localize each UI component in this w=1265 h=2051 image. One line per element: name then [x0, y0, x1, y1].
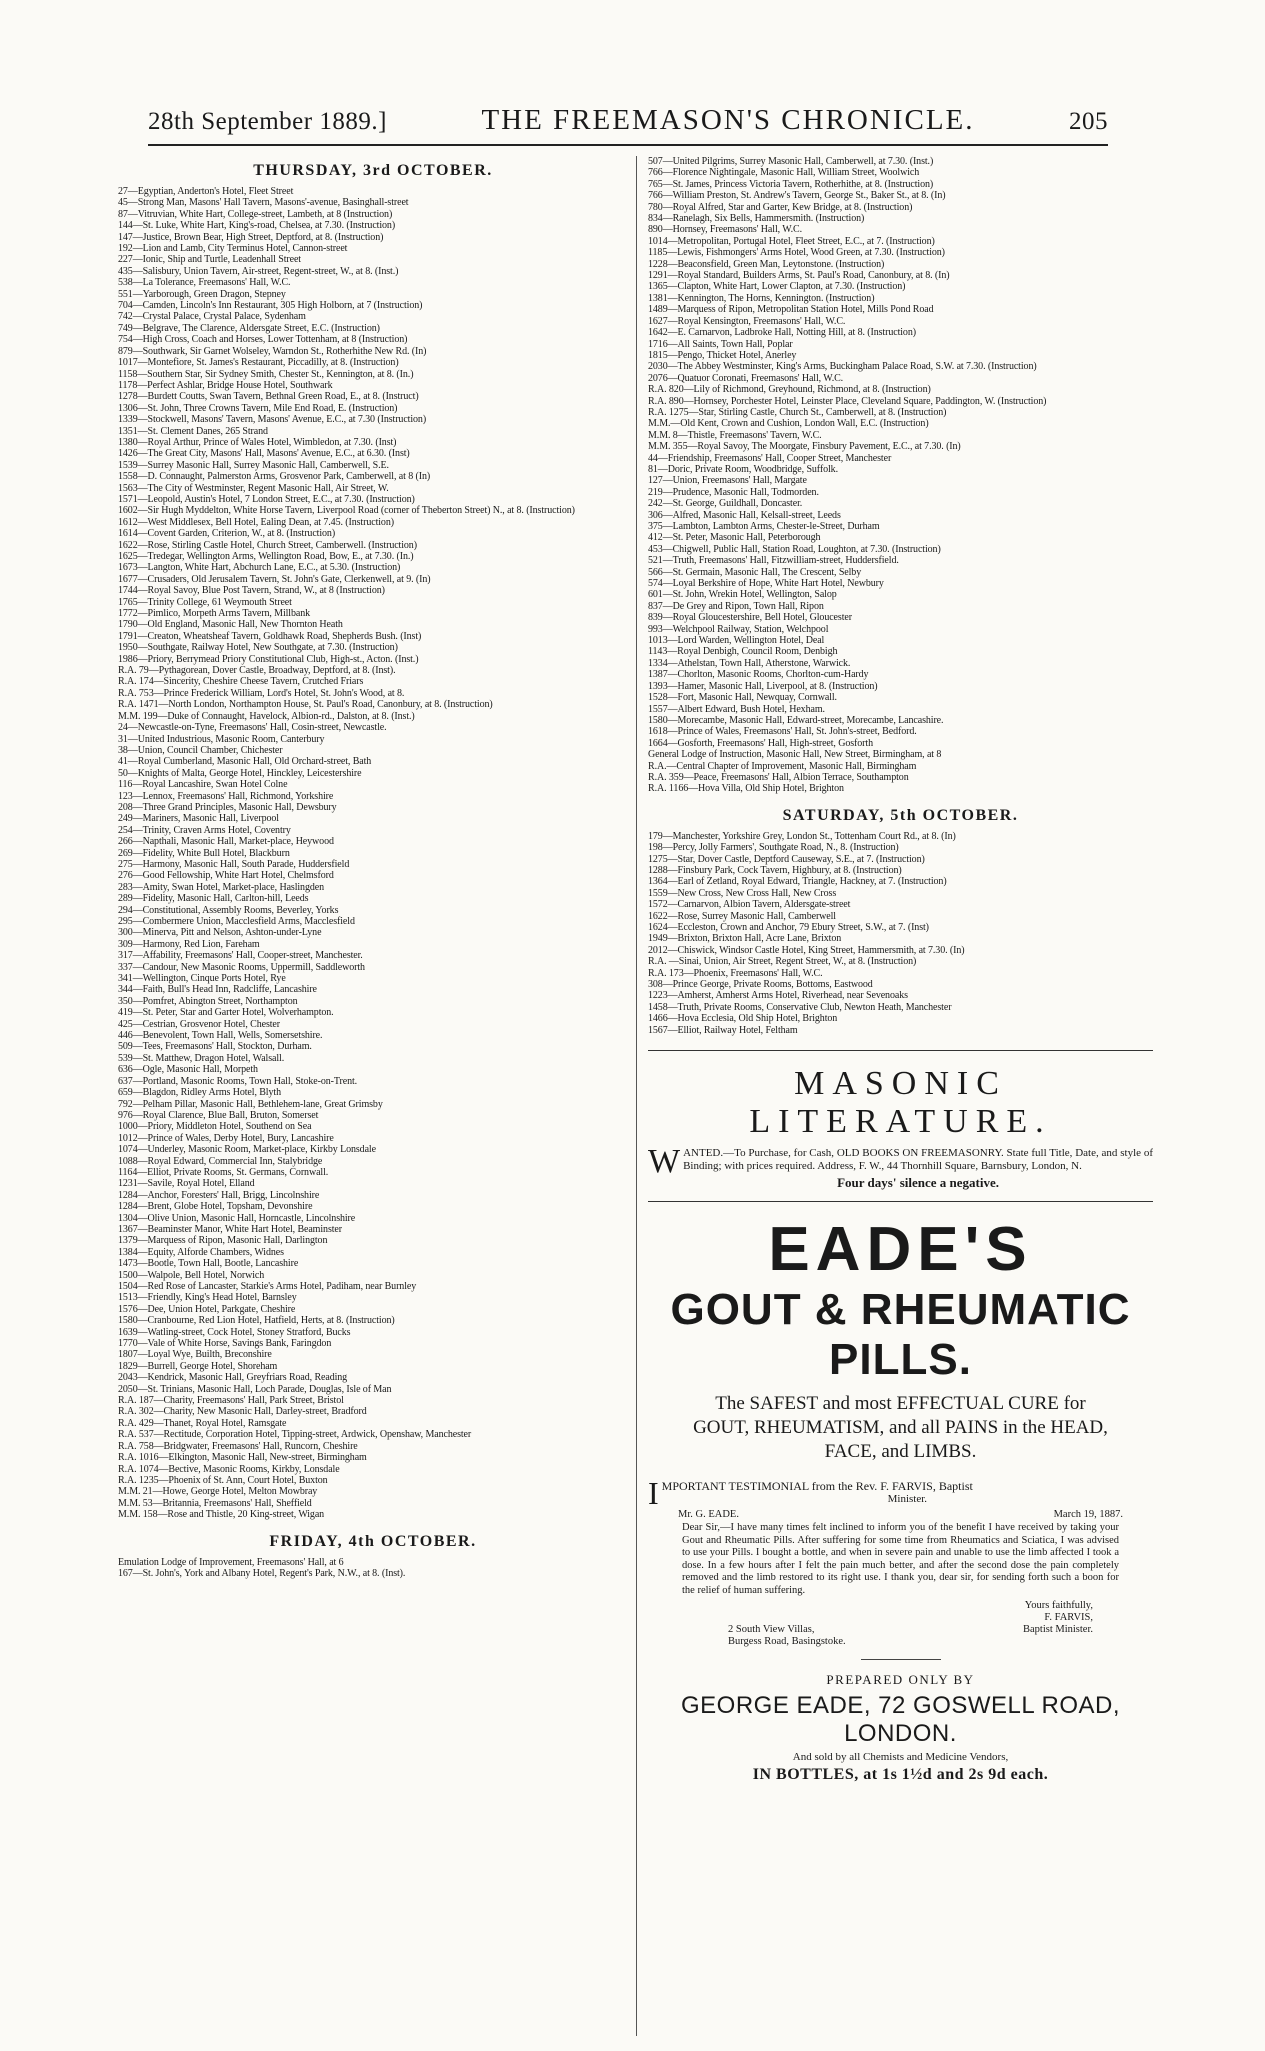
- section-rule: [648, 1050, 1153, 1051]
- lodge-entry: 742—Crystal Palace, Crystal Palace, Sydenham: [118, 311, 306, 323]
- lodge-entry: 1426—The Great City, Masons' Hall, Masons' Avenue, E.C., at 6.30. (Inst): [118, 448, 410, 460]
- lodge-entry: 1275—Star, Dover Castle, Deptford Causeway, S.E., at 7. (Instruction): [648, 853, 925, 865]
- lodge-entry: 317—Affability, Freemasons' Hall, Cooper-street, Manchester.: [118, 950, 363, 962]
- lodge-entry: 551—Yarborough, Green Dragon, Stepney: [118, 288, 286, 300]
- lodge-entry: 754—High Cross, Coach and Horses, Lower Tottenham, at 8 (Instruction): [118, 334, 408, 346]
- lodge-entry: 38—Union, Council Chamber, Chichester: [118, 744, 283, 756]
- lodge-entry: 879—Southwark, Sir Garnet Wolseley, Warndon St., Rotherhithe New Rd. (In): [118, 345, 427, 357]
- literature-drop-cap: W: [648, 1143, 681, 1181]
- lodge-entry: 1557—Albert Edward, Bush Hotel, Hexham.: [648, 703, 825, 715]
- lodge-entry: 295—Combermere Union, Macclesfield Arms, Macclesfield: [118, 916, 355, 927]
- lodge-entry: 198—Percy, Jolly Farmers', Southgate Road, N., 8. (Instruction): [648, 842, 899, 854]
- lodge-entry: 539—St. Matthew, Dragon Hotel, Walsall.: [118, 1052, 285, 1064]
- lodge-entry: 1284—Brent, Globe Hotel, Topsham, Devonshire: [118, 1201, 313, 1213]
- lodge-entry: R.A. 79—Pythagorean, Dover Castle, Broadway, Deptford, at 8. (Inst).: [118, 665, 396, 677]
- lodge-entry: 116—Royal Lancashire, Swan Hotel Colne: [118, 779, 288, 791]
- lodge-entry: 1379—Marquess of Ripon, Masonic Hall, Darlington: [118, 1235, 328, 1247]
- lodge-entry: 1716—All Saints, Town Hall, Poplar: [648, 338, 793, 350]
- lodge-entry: 127—Union, Freemasons' Hall, Margate: [648, 475, 807, 487]
- lodge-entry: 300—Minerva, Pitt and Nelson, Ashton-under-Lyne: [118, 927, 322, 939]
- lodge-entry: M.M. 158—Rose and Thistle, 20 King-street, Wigan: [118, 1509, 325, 1521]
- lodge-entry: 50—Knights of Malta, George Hotel, Hinckley, Leicestershire: [118, 767, 362, 779]
- lodge-entry: 1504—Red Rose of Lancaster, Starkie's Arms Hotel, Padiham, near Burnley: [118, 1281, 417, 1292]
- lodge-entry: 1185—Lewis, Fishmongers' Arms Hotel, Wood Green, at 7.30. (Instruction): [648, 247, 945, 259]
- lodge-entry: 659—Blagdon, Ridley Arms Hotel, Blyth: [118, 1087, 281, 1099]
- left-column: [118, 156, 628, 2046]
- lodge-entry: 337—Candour, New Masonic Rooms, Uppermill, Saddleworth: [118, 961, 365, 973]
- lodge-entry: 1012—Prince of Wales, Derby Hotel, Bury, Lancashire: [118, 1132, 334, 1144]
- lodge-entry: 1614—Covent Garden, Criterion, W., at 8. (Instruction): [118, 528, 336, 540]
- lodge-entry: 1017—Montefiore, St. James's Restaurant, Piccadilly, at 8. (Instruction): [118, 357, 399, 369]
- lodge-entry: 1178—Perfect Ashlar, Bridge House Hotel, Southwark: [118, 379, 333, 391]
- lodge-entry: 309—Harmony, Red Lion, Fareham: [118, 938, 260, 950]
- lodge-entry: 1231—Savile, Royal Hotel, Elland: [118, 1178, 255, 1190]
- lodge-entry: 147—Justice, Brown Bear, High Street, Deptford, at 8. (Instruction): [118, 231, 384, 243]
- lodge-entry: 1986—Priory, Berrymead Priory Constitutional Club, High-st., Acton. (Inst.): [118, 653, 419, 665]
- lodge-entry: 1458—Truth, Private Rooms, Conservative Club, Newton Heath, Manchester: [648, 1001, 952, 1013]
- lodge-entry: 1164—Elliot, Private Rooms, St. Germans, Cornwall.: [118, 1166, 329, 1178]
- lodge-entry: M.M. 199—Duke of Connaught, Havelock, Albion-rd., Dalston, at 8. (Inst.): [118, 710, 415, 722]
- lodge-entry: 425—Cestrian, Grosvenor Hotel, Chester: [118, 1018, 281, 1030]
- lodge-entry: 350—Pomfret, Abington Street, Northampton: [118, 995, 298, 1007]
- lodge-entry: 308—Prince George, Private Rooms, Bottoms, Eastwood: [648, 979, 873, 991]
- lodge-entry: 41—Royal Cumberland, Masonic Hall, Old Orchard-street, Bath: [118, 756, 372, 768]
- lodge-entry: 766—Florence Nightingale, Masonic Hall, William Street, Woolwich: [648, 167, 920, 179]
- lodge-entry: General Lodge of Instruction, Masonic Hall, New Street, Birmingham, at 8: [648, 749, 942, 761]
- lodge-entry: 1791—Creaton, Wheatsheaf Tavern, Goldhawk Road, Shepherds Bush. (Inst): [118, 630, 422, 642]
- literature-tagline: Four days' silence a negative.: [837, 1175, 999, 1191]
- friday-heading: FRIDAY, 4th OCTOBER.: [269, 1532, 477, 1550]
- lodge-entry: 242—St. George, Guildhall, Doncaster.: [648, 498, 803, 510]
- lodge-entry: 1772—Pimlico, Morpeth Arms Tavern, Millbank: [118, 608, 311, 620]
- lodge-entry: 1339—Stockwell, Masons' Tavern, Masons' Avenue, E.C., at 7.30 (Instruction): [118, 414, 427, 426]
- friday-lodge-list-left: [118, 1557, 628, 1580]
- lodge-entry: 601—St. John, Wrekin Hotel, Wellington, Salop: [648, 589, 837, 601]
- lodge-entry: R.A. 1235—Phoenix of St. Ann, Court Hotel, Buxton: [118, 1474, 328, 1486]
- lodge-entry: 44—Friendship, Freemasons' Hall, Cooper Street, Manchester: [648, 452, 892, 464]
- lodge-entry: 1304—Olive Union, Masonic Hall, Horncastle, Lincolnshire: [118, 1212, 356, 1224]
- lodge-entry: R.A. 1275—Star, Stirling Castle, Church St., Camberwell, at 8. (Instruction): [648, 406, 947, 418]
- thursday-heading: THURSDAY, 3rd OCTOBER.: [253, 162, 493, 179]
- lodge-entry: 1334—Athelstan, Town Hall, Atherstone, Warwick.: [648, 657, 851, 669]
- lodge-entry: R.A. 187—Charity, Freemasons' Hall, Park Street, Bristol: [118, 1395, 344, 1407]
- page-header: [148, 104, 1108, 146]
- lodge-entry: Emulation Lodge of Improvement, Freemasons' Hall, at 6: [118, 1556, 344, 1568]
- lodge-entry: 1612—West Middlesex, Bell Hotel, Ealing Dean, at 7.45. (Instruction): [118, 516, 394, 528]
- lodge-entry: 507—United Pilgrims, Surrey Masonic Hall, Camberwell, at 7.30. (Inst.): [648, 156, 934, 167]
- lodge-entry: 574—Loyal Berkshire of Hope, White Hart Hotel, Newbury: [648, 578, 884, 590]
- maker-address: GEORGE EADE, 72 GOSWELL ROAD, LONDON.: [680, 1691, 1121, 1747]
- lodge-entry: 1013—Lord Warden, Wellington Hotel, Deal: [648, 635, 825, 647]
- lodge-entry: 45—Strong Man, Masons' Hall Tavern, Masons'-avenue, Basinghall-street: [118, 197, 409, 209]
- lodge-entry: 87—Vitruvian, White Hart, College-street, Lambeth, at 8 (Instruction): [118, 208, 393, 220]
- lodge-entry: 1500—Walpole, Bell Hotel, Norwich: [118, 1269, 265, 1281]
- lodge-entry: 1677—Crusaders, Old Jerusalem Tavern, St. John's Gate, Clerkenwell, at 9. (In): [118, 573, 431, 585]
- lodge-entry: 1580—Cranbourne, Red Lion Hotel, Hatfield, Herts, at 8. (Instruction): [118, 1315, 395, 1327]
- lodge-entry: 412—St. Peter, Masonic Hall, Peterborough: [648, 532, 821, 544]
- letter-body: Dear Sir,—I have many times felt inclined to inform you of the benefit I have received by taking your Gout and Rheumatic Pills. After suffering for some time from Rheumatics and Sciatica, I was advised to use your Pills. I bought a bottle, and when in severe pain and unable to use the limb affected I took a dose. In a few hours after I felt the pain much better, and after the second dose the pain completely removed and the limb restored to its right use. I thank you, dear sir, for sending forth such a boon for the relief of human suffering.: [682, 1522, 1119, 1597]
- lodge-entry: 1158—Southern Star, Sir Sydney Smith, Chester St., Kennington, at 8. (In.): [118, 368, 414, 380]
- lodge-entry: 123—Lennox, Freemasons' Hall, Richmond, Yorkshire: [118, 790, 334, 802]
- lodge-entry: 1765—Trinity College, 61 Weymouth Street: [118, 596, 292, 608]
- lodge-entry: R.A. 758—Bridgwater, Freemasons' Hall, Runcorn, Cheshire: [118, 1440, 358, 1452]
- lodge-entry: 1639—Watling-street, Cock Hotel, Stoney Stratford, Bucks: [118, 1326, 351, 1338]
- lodge-entry: 749—Belgrave, The Clarence, Aldersgate Street, E.C. (Instruction): [118, 322, 380, 334]
- lodge-entry: 453—Chigwell, Public Hall, Station Road, Loughton, at 7.30. (Instruction): [648, 543, 941, 555]
- lodge-entry: R.A. 1016—Elkington, Masonic Hall, New-street, Birmingham: [118, 1452, 367, 1464]
- saturday-lodge-list: [648, 831, 1153, 1036]
- letter-address-2: Burgess Road, Basingstoke.: [728, 1635, 846, 1647]
- bottle-prices: IN BOTTLES, at 1s 1½d and 2s 9d each.: [752, 1765, 1049, 1783]
- lodge-entry: 144—St. Luke, White Hart, King's-road, Chelsea, at 7.30. (Instruction): [118, 220, 396, 232]
- lodge-entry: M.M.—Old Kent, Crown and Cushion, London Wall, E.C. (Instruction): [648, 418, 929, 430]
- lodge-entry: 1228—Beaconsfield, Green Man, Leytonstone. (Instruction): [648, 258, 885, 270]
- lodge-entry: 766—William Preston, St. Andrew's Tavern, George St., Baker St., at 8. (In): [648, 190, 946, 202]
- short-rule: [861, 1659, 941, 1660]
- lodge-entry: 2050—St. Trinians, Masonic Hall, Loch Parade, Douglas, Isle of Man: [118, 1383, 392, 1395]
- lodge-entry: 419—St. Peter, Star and Garter Hotel, Wolverhampton.: [118, 1007, 334, 1019]
- letter-salutation: Mr. G. EADE.: [678, 1509, 739, 1521]
- lodge-entry: 249—Mariners, Masonic Hall, Liverpool: [118, 813, 279, 825]
- lodge-entry: 1365—Clapton, White Hart, Lower Clapton, at 7.30. (Instruction): [648, 281, 906, 293]
- right-column: [648, 156, 1153, 2046]
- lodge-entry: R.A. 173—Phoenix, Freemasons' Hall, W.C.: [648, 967, 823, 979]
- lodge-entry: 993—Welchpool Railway, Station, Welchpool: [648, 623, 829, 635]
- lodge-entry: 1291—Royal Standard, Builders Arms, St. Paul's Road, Canonbury, at 8. (In): [648, 270, 950, 282]
- thursday-lodge-list: [118, 186, 628, 1521]
- lodge-entry: 1815—Pengo, Thicket Hotel, Anerley: [648, 349, 797, 361]
- advert-line-3: FACE, and LIMBS.: [824, 1441, 977, 1463]
- letter-address-row: [648, 1624, 1153, 1635]
- lodge-entry: 1351—St. Clement Danes, 265 Strand: [118, 425, 268, 437]
- lodge-entry: 306—Alfred, Masonic Hall, Kelsall-street, Leeds: [648, 509, 841, 521]
- lodge-entry: 1278—Burdett Coutts, Swan Tavern, Bethnal Green Road, E., at 8. (Instruct): [118, 391, 419, 403]
- lodge-entry: 1559—New Cross, New Cross Hall, New Cross: [648, 887, 837, 899]
- lodge-entry: R.A. 537—Rectitude, Corporation Hotel, Tipping-street, Ardwick, Openshaw, Manchester: [118, 1429, 472, 1441]
- lodge-entry: 976—Royal Clarence, Blue Ball, Bruton, Somerset: [118, 1109, 319, 1121]
- header-page-number: 205: [1069, 108, 1108, 135]
- lodge-entry: 1770—Vale of White Horse, Savings Bank, Faringdon: [118, 1338, 332, 1350]
- lodge-entry: 179—Manchester, Yorkshire Grey, London St., Tottenham Court Rd., at 8. (In): [648, 830, 956, 842]
- lodge-entry: 1143—Royal Denbigh, Council Room, Denbigh: [648, 646, 838, 658]
- lodge-entry: 637—Portland, Masonic Rooms, Town Hall, Stoke-on-Trent.: [118, 1075, 358, 1087]
- lodge-entry: 1790—Old England, Masonic Hall, New Thornton Heath: [118, 619, 343, 631]
- lodge-entry: 834—Ranelagh, Six Bells, Hammersmith. (Instruction): [648, 213, 865, 225]
- lodge-entry: R.A. 1471—North London, Northampton House, St. Paul's Road, Canonbury, at 8. (Instruction): [118, 699, 493, 711]
- lodge-entry: 1074—Underley, Masonic Room, Market-place, Kirkby Lonsdale: [118, 1144, 376, 1156]
- lodge-entry: 283—Amity, Swan Hotel, Market-place, Haslingden: [118, 881, 324, 893]
- lodge-entry: 1473—Bootle, Town Hall, Bootle, Lancashire: [118, 1258, 299, 1270]
- lodge-entry: 2030—The Abbey Westminster, King's Arms, Buckingham Palace Road, S.W. at 7.30. (Instruction): [648, 361, 1037, 373]
- lodge-entry: 27—Egyptian, Anderton's Hotel, Fleet Street: [118, 186, 294, 197]
- lodge-entry: 1563—The City of Westminster, Regent Masonic Hall, Air Street, W.: [118, 482, 389, 494]
- advert-brand: EADE'S: [768, 1215, 1033, 1285]
- lodge-entry: 704—Camden, Lincoln's Inn Restaurant, 305 High Holborn, at 7 (Instruction): [118, 300, 423, 312]
- lodge-entry: 1949—Brixton, Brixton Hall, Acre Lane, Brixton: [648, 933, 842, 945]
- lodge-entry: 208—Three Grand Principles, Masonic Hall, Dewsbury: [118, 801, 337, 813]
- lodge-entry: R.A. 302—Charity, New Masonic Hall, Darley-street, Bradford: [118, 1406, 367, 1418]
- letter-address-1: 2 South View Villas,: [728, 1623, 815, 1635]
- lodge-entry: 1622—Rose, Stirling Castle Hotel, Church Street, Camberwell. (Instruction): [118, 539, 417, 551]
- lodge-entry: 1466—Hova Ecclesia, Old Ship Hotel, Brighton: [648, 1013, 838, 1025]
- lodge-entry: 1618—Prince of Wales, Freemasons' Hall, St. John's-street, Bedford.: [648, 726, 917, 738]
- lodge-entry: 1829—Burrell, George Hotel, Shoreham: [118, 1360, 278, 1372]
- lodge-entry: 509—Tees, Freemasons' Hall, Stockton, Durham.: [118, 1041, 312, 1053]
- advert-line-1: The SAFEST and most EFFECTUAL CURE for: [715, 1393, 1086, 1415]
- lodge-entry: 1000—Priory, Middleton Hotel, Southend on Sea: [118, 1121, 312, 1133]
- lodge-entry: 227—Ionic, Ship and Turtle, Leadenhall Street: [118, 254, 301, 266]
- lodge-entry: 276—Good Fellowship, White Hart Hotel, Chelmsford: [118, 870, 334, 882]
- lodge-entry: M.M. 53—Britannia, Freemasons' Hall, Sheffield: [118, 1497, 312, 1509]
- column-divider: [636, 156, 637, 2036]
- lodge-entry: 375—Lambton, Lambton Arms, Chester-le-Street, Durham: [648, 521, 880, 532]
- lodge-entry: 1088—Royal Edward, Commercial Inn, Stalybridge: [118, 1155, 323, 1167]
- lodge-entry: 435—Salisbury, Union Tavern, Air-street, Regent-street, W., at 8. (Inst.): [118, 265, 399, 277]
- lodge-entry: 1384—Equity, Alforde Chambers, Widnes: [118, 1246, 284, 1258]
- lodge-entry: 192—Lion and Lamb, City Terminus Hotel, Cannon-street: [118, 243, 348, 255]
- letter-closing: Yours faithfully,: [1024, 1599, 1093, 1611]
- lodge-entry: 1284—Anchor, Foresters' Hall, Brigg, Lincolnshire: [118, 1189, 320, 1201]
- literature-title: MASONIC LITERATURE.: [749, 1065, 1052, 1141]
- lodge-entry: 1381—Kennington, The Horns, Kennington. (Instruction): [648, 292, 875, 304]
- lodge-entry: 1539—Surrey Masonic Hall, Surrey Masonic Hall, Camberwell, S.E.: [118, 459, 389, 471]
- lodge-entry: M.M. 21—Howe, George Hotel, Melton Mowbray: [118, 1486, 318, 1498]
- sold-by: And sold by all Chemists and Medicine Vendors,: [792, 1750, 1009, 1763]
- lodge-entry: 1489—Marquess of Ripon, Metropolitan Station Hotel, Mills Pond Road: [648, 304, 934, 316]
- lodge-entry: R.A. 429—Thanet, Royal Hotel, Ramsgate: [118, 1417, 287, 1429]
- lodge-entry: R.A. 890—Hornsey, Porchester Hotel, Leinster Place, Cleveland Square, Paddington, W. (Instruction): [648, 395, 1047, 407]
- lodge-entry: 294—Constitutional, Assembly Rooms, Beverley, Yorks: [118, 904, 339, 916]
- lodge-entry: 81—Doric, Private Room, Woodbridge, Suffolk.: [648, 463, 838, 475]
- header-title: THE FREEMASON'S CHRONICLE.: [481, 104, 975, 136]
- lodge-entry: 167—St. John's, York and Albany Hotel, Regent's Park, N.W., at 8. (Inst).: [118, 1567, 406, 1579]
- lodge-entry: R.A. 1074—Bective, Masonic Rooms, Kirkby, Lonsdale: [118, 1463, 340, 1475]
- lodge-entry: 765—St. James, Princess Victoria Tavern, Rotherhithe, at 8. (Instruction): [648, 178, 934, 190]
- friday-lodge-list-right: [648, 156, 1153, 795]
- lodge-entry: 31—United Industrious, Masonic Room, Canterbury: [118, 733, 325, 745]
- lodge-entry: 2043—Kendrick, Masonic Hall, Greyfriars Road, Reading: [118, 1372, 348, 1384]
- lodge-entry: 839—Royal Gloucestershire, Bell Hotel, Gloucester: [648, 612, 852, 624]
- lodge-entry: 521—Truth, Freemasons' Hall, Fitzwilliam-street, Huddersfield.: [648, 555, 899, 567]
- lodge-entry: 1950—Southgate, Railway Hotel, New Southgate, at 7.30. (Instruction): [118, 642, 398, 654]
- lodge-entry: R.A.—Central Chapter of Improvement, Masonic Hall, Birmingham: [648, 760, 917, 772]
- lodge-entry: 1567—Elliot, Railway Hotel, Feltham: [648, 1024, 798, 1036]
- advert-rule: [648, 1201, 1153, 1202]
- lodge-entry: 1014—Metropolitan, Portugal Hotel, Fleet Street, E.C., at 7. (Instruction): [648, 235, 935, 247]
- lodge-entry: 1627—Royal Kensington, Freemasons' Hall, W.C.: [648, 315, 846, 327]
- lodge-entry: 24—Newcastle-on-Tyne, Freemasons' Hall, Cosin-street, Newcastle.: [118, 722, 387, 734]
- lodge-entry: R.A. —Sinai, Union, Air Street, Regent Street, W., at 8. (Instruction): [648, 956, 917, 968]
- lodge-entry: 1364—Earl of Zetland, Royal Edward, Triangle, Hackney, at 7. (Instruction): [648, 876, 947, 888]
- lodge-entry: 1223—Amherst, Amherst Arms Hotel, Riverhead, near Sevenoaks: [648, 990, 908, 1002]
- lodge-entry: 1744—Royal Savoy, Blue Post Tavern, Strand, W., at 8 (Instruction): [118, 585, 385, 597]
- lodge-entry: 1387—Chorlton, Masonic Rooms, Chorlton-cum-Hardy: [648, 669, 869, 681]
- header-date: 28th September 1889.]: [148, 108, 387, 135]
- letter-signature: F. FARVIS,: [1044, 1611, 1093, 1623]
- testimonial-drop-cap: I: [648, 1475, 659, 1512]
- lodge-entry: 1393—Hamer, Masonic Hall, Liverpool, at 8. (Instruction): [648, 680, 878, 692]
- letter-signature-role: Baptist Minister.: [1022, 1623, 1093, 1635]
- lodge-entry: 2076—Quatuor Coronati, Freemasons' Hall, W.C.: [648, 372, 844, 384]
- testimonial-role: Minister.: [887, 1493, 928, 1506]
- lodge-entry: 446—Benevolent, Town Hall, Wells, Somersetshire.: [118, 1030, 323, 1042]
- lodge-entry: R.A. 1166—Hova Villa, Old Ship Hotel, Brighton: [648, 783, 844, 795]
- lodge-entry: 566—St. Germain, Masonic Hall, The Crescent, Selby: [648, 566, 862, 578]
- lodge-entry: 1288—Finsbury Park, Cock Tavern, Highbury, at 8. (Instruction): [648, 864, 902, 876]
- lodge-entry: 344—Faith, Bull's Head Inn, Radcliffe, Lancashire: [118, 984, 317, 996]
- lodge-entry: 1528—Fort, Masonic Hall, Newquay, Cornwall.: [648, 692, 837, 704]
- lodge-entry: 1576—Dee, Union Hotel, Parkgate, Cheshire: [118, 1303, 296, 1315]
- lodge-entry: R.A. 174—Sincerity, Cheshire Cheese Tavern, Crutched Friars: [118, 676, 364, 688]
- lodge-entry: 269—Fidelity, White Bull Hotel, Blackburn: [118, 847, 290, 859]
- saturday-heading: SATURDAY, 5th OCTOBER.: [782, 806, 1019, 824]
- letter-date: March 19, 1887.: [1053, 1509, 1123, 1521]
- lodge-entry: 538—La Tolerance, Freemasons' Hall, W.C.: [118, 277, 291, 289]
- prepared-by: PREPARED ONLY BY: [826, 1671, 975, 1687]
- literature-body: ANTED.—To Purchase, for Cash, OLD BOOKS ON FREEMASONRY. State full Title, Date, and style of Binding; with prices required. Address, F. W., 44 Thornhill Square, Barnsbury, London, N.: [683, 1147, 1153, 1173]
- lodge-entry: 1624—Eccleston, Crown and Anchor, 79 Ebury Street, S.W., at 7. (Inst): [648, 922, 929, 933]
- lodge-entry: 1625—Tredegar, Wellington Arms, Wellington Road, Bow, E., at 7.30. (In.): [118, 551, 414, 562]
- lodge-entry: 1807—Loyal Wye, Builth, Breconshire: [118, 1349, 272, 1361]
- lodge-entry: 2012—Chiswick, Windsor Castle Hotel, King Street, Hammersmith, at 7.30. (In): [648, 944, 965, 956]
- testimonial-intro-text: MPORTANT TESTIMONIAL from the Rev. F. FARVIS, Baptist: [661, 1479, 973, 1494]
- lodge-entry: 1622—Rose, Surrey Masonic Hall, Camberwell: [648, 910, 836, 922]
- lodge-entry: 890—Hornsey, Freemasons' Hall, W.C.: [648, 224, 803, 236]
- lodge-entry: 1642—E. Carnarvon, Ladbroke Hall, Notting Hill, at 8. (Instruction): [648, 327, 916, 339]
- lodge-entry: 1367—Beaminster Manor, White Hart Hotel, Beaminster: [118, 1223, 342, 1235]
- lodge-entry: 1571—Leopold, Austin's Hotel, 7 London Street, E.C., at 7.30. (Instruction): [118, 493, 415, 505]
- advert-line-2: GOUT, RHEUMATISM, and all PAINS in the HEAD,: [693, 1417, 1108, 1439]
- lodge-entry: 1380—Royal Arthur, Prince of Wales Hotel, Wimbledon, at 7.30. (Inst): [118, 436, 397, 448]
- lodge-entry: 1306—St. John, Three Crowns Tavern, Mile End Road, E. (Instruction): [118, 402, 398, 414]
- advert-product: GOUT & RHEUMATIC PILLS.: [670, 1285, 1131, 1385]
- lodge-entry: 1664—Gosforth, Freemasons' Hall, High-street, Gosforth: [648, 737, 873, 749]
- lodge-entry: 1673—Langton, White Hart, Abchurch Lane, E.C., at 5.30. (Instruction): [118, 562, 401, 574]
- lodge-entry: 636—Ogle, Masonic Hall, Morpeth: [118, 1064, 258, 1076]
- lodge-entry: 1580—Morecambe, Masonic Hall, Edward-street, Morecambe, Lancashire.: [648, 714, 944, 726]
- lodge-entry: 219—Prudence, Masonic Hall, Todmorden.: [648, 486, 819, 498]
- lodge-entry: M.M. 8—Thistle, Freemasons' Tavern, W.C.: [648, 429, 822, 441]
- lodge-entry: 266—Napthali, Masonic Hall, Market-place, Heywood: [118, 836, 334, 848]
- lodge-entry: 254—Trinity, Craven Arms Hotel, Coventry: [118, 824, 291, 836]
- lodge-entry: 289—Fidelity, Masonic Hall, Carlton-hill, Leeds: [118, 893, 309, 905]
- lodge-entry: R.A. 359—Peace, Freemasons' Hall, Albion Terrace, Southampton: [648, 771, 909, 783]
- lodge-entry: 837—De Grey and Ripon, Town Hall, Ripon: [648, 600, 824, 612]
- lodge-entry: 1558—D. Connaught, Palmerston Arms, Grosvenor Park, Camberwell, at 8 (In): [118, 471, 431, 483]
- literature-notice: [648, 1143, 1153, 1181]
- lodge-entry: R.A. 820—Lily of Richmond, Greyhound, Richmond, at 8. (Instruction): [648, 384, 931, 396]
- lodge-entry: 792—Pelham Pillar, Masonic Hall, Bethlehem-lane, Great Grimsby: [118, 1098, 383, 1110]
- lodge-entry: 341—Wellington, Cinque Ports Hotel, Rye: [118, 973, 286, 985]
- lodge-entry: 780—Royal Alfred, Star and Garter, Kew Bridge, at 8. (Instruction): [648, 201, 913, 213]
- lodge-entry: 1602—Sir Hugh Myddelton, White Horse Tavern, Liverpool Road (corner of Theberton Street) N., at 8. (Instruction): [118, 505, 575, 517]
- lodge-entry: 275—Harmony, Masonic Hall, South Parade, Huddersfield: [118, 858, 350, 870]
- lodge-entry: 1572—Carnarvon, Albion Tavern, Aldersgate-street: [648, 899, 851, 911]
- lodge-entry: R.A. 753—Prince Frederick William, Lord's Hotel, St. John's Wood, at 8.: [118, 687, 405, 699]
- lodge-entry: M.M. 355—Royal Savoy, The Moorgate, Finsbury Pavement, E.C., at 7.30. (In): [648, 441, 961, 453]
- lodge-entry: 1513—Friendly, King's Head Hotel, Barnsley: [118, 1292, 297, 1304]
- letter-header: [648, 1509, 1153, 1520]
